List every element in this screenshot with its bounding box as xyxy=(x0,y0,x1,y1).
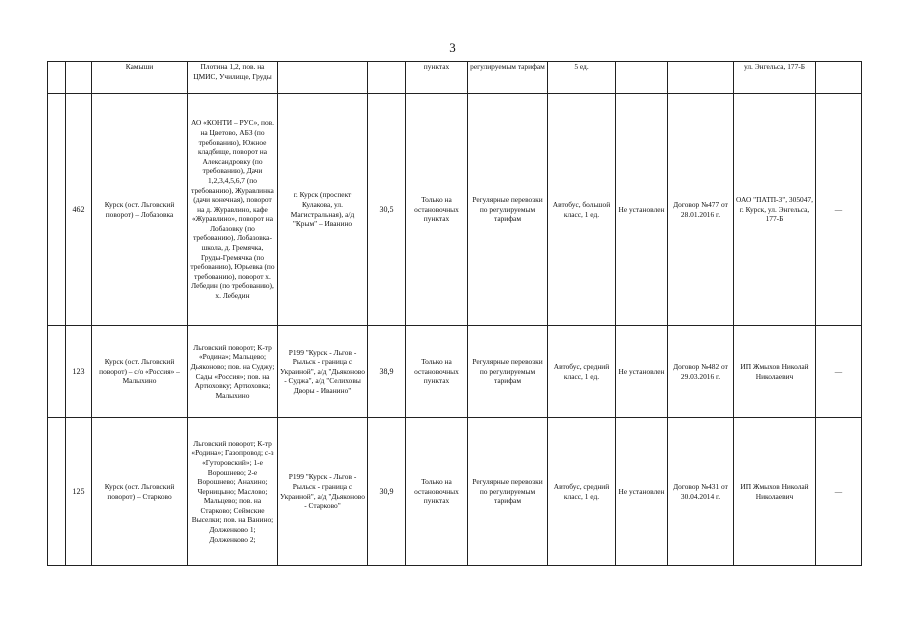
cell-stops: АО «КОНТИ – РУС», пов. на Цветово, АБЗ (по требованию), Южное кладбище, поворот на Александровку (по требованию), Дачи 1,2,3,4,5,6,7 (по требованию), Журавлинка (дачи конечная), поворот на д. Журавлино, кафе «Журавлино», поворот на Лобазовку (по требованию), Лобазовка-школа, д. Гремячка, Груды-Гремячка (по требованию), Юрьевка (по требованию), поворот х. Лебедин (по требованию), х. Лебедин xyxy=(188,94,278,326)
cell-note: — xyxy=(816,418,862,566)
cell-vehicles: Автобус, средний класс, 1 ед. xyxy=(548,418,616,566)
cell-vehicles: Автобус, большой класс, 1 ед. xyxy=(548,94,616,326)
cell-stop-order: Только на остановочных пунктах xyxy=(406,94,468,326)
cell-length: 30,5 xyxy=(368,94,406,326)
cell-tariff: Регулярные перевозки по регулируемым тарифам xyxy=(468,94,548,326)
cell-tariff: Регулярные перевозки по регулируемым тарифам xyxy=(468,418,548,566)
cell-length xyxy=(368,62,406,94)
cell-contract: Договор №477 от 28.01.2016 г. xyxy=(668,94,734,326)
cell-contract: Договор №431 от 30.04.2014 г. xyxy=(668,418,734,566)
table-row xyxy=(48,94,862,326)
cell-roads: г. Курск (проспект Кулакова, ул. Магистральная), а/д "Крым" – Иванино xyxy=(278,94,368,326)
cell-carrier: ИП Жмыхов Николай Николаевич xyxy=(734,418,816,566)
cell-length: 30,9 xyxy=(368,418,406,566)
cell-stop-order: Только на остановочных пунктах xyxy=(406,326,468,418)
cell-blank xyxy=(48,94,66,326)
cell-blank xyxy=(48,326,66,418)
cell-vehicles: 5 ед. xyxy=(548,62,616,94)
cell-note: — xyxy=(816,94,862,326)
cell-schedule xyxy=(616,62,668,94)
table-row xyxy=(48,418,862,566)
cell-schedule: Не установлен xyxy=(616,418,668,566)
cell-carrier: ОАО "ПАТП-3", 305047, г. Курск, ул. Энгельса, 177-Б xyxy=(734,94,816,326)
table-row-continuation xyxy=(48,62,862,94)
cell-blank xyxy=(48,418,66,566)
route-registry-table xyxy=(47,61,862,566)
cell-stops: Плотина 1,2, пов. на ЦМИС, Училище, Груды xyxy=(188,62,278,94)
cell-blank xyxy=(48,62,66,94)
cell-vehicles: Автобус, средний класс, 1 ед. xyxy=(548,326,616,418)
cell-stop-order: Только на остановочных пунктах xyxy=(406,418,468,566)
cell-route-name: Камыши xyxy=(92,62,188,94)
cell-number: 125 xyxy=(66,418,92,566)
cell-note: — xyxy=(816,326,862,418)
cell-contract: Договор №482 от 29.03.2016 г. xyxy=(668,326,734,418)
cell-length: 38,9 xyxy=(368,326,406,418)
cell-stop-order: пунктах xyxy=(406,62,468,94)
cell-tariff: Регулярные перевозки по регулируемым тарифам xyxy=(468,326,548,418)
cell-number: 462 xyxy=(66,94,92,326)
cell-contract xyxy=(668,62,734,94)
cell-stops: Льговский поворот; К-тр «Родина»; Мальцево; Дьяконово; пов. на Суджу; Сады «Россия»; пов. на Артюховку; Артюховка; Малыхино xyxy=(188,326,278,418)
cell-number xyxy=(66,62,92,94)
cell-schedule: Не установлен xyxy=(616,326,668,418)
cell-number: 123 xyxy=(66,326,92,418)
cell-route-name: Курск (ост. Льговский поворот) – с/о «Россия» – Малыхино xyxy=(92,326,188,418)
cell-carrier: ИП Жмыхов Николай Николаевич xyxy=(734,326,816,418)
cell-route-name: Курск (ост. Льговский поворот) – Лобазовка xyxy=(92,94,188,326)
page-number: 3 xyxy=(449,40,456,55)
cell-route-name: Курск (ост. Льговский поворот) – Старково xyxy=(92,418,188,566)
table-row xyxy=(48,326,862,418)
cell-roads xyxy=(278,62,368,94)
cell-schedule: Не установлен xyxy=(616,94,668,326)
cell-stops: Льговский поворот; К-тр «Родина»; Газопровод; с-з «Гуторовский»; 1-е Ворошнево; 2-е Ворошнево; Анахино; Черницыно; Маслово; Мальцево; пов. на Старково; Сеймские Выселки; пов. на Ванино; Долженково 1; Долженково 2; xyxy=(188,418,278,566)
cell-carrier: ул. Энгельса, 177-Б xyxy=(734,62,816,94)
cell-roads: Р199 "Курск - Льгов - Рыльск - граница с Украиной", а/д "Дьяконово - Суджа", а/д "Селиховы Дворы - Иванино" xyxy=(278,326,368,418)
cell-roads: Р199 "Курск - Льгов - Рыльск - граница с Украиной", а/д "Дьяконово - Старково" xyxy=(278,418,368,566)
cell-tariff: регулируемым тарифам xyxy=(468,62,548,94)
cell-note xyxy=(816,62,862,94)
